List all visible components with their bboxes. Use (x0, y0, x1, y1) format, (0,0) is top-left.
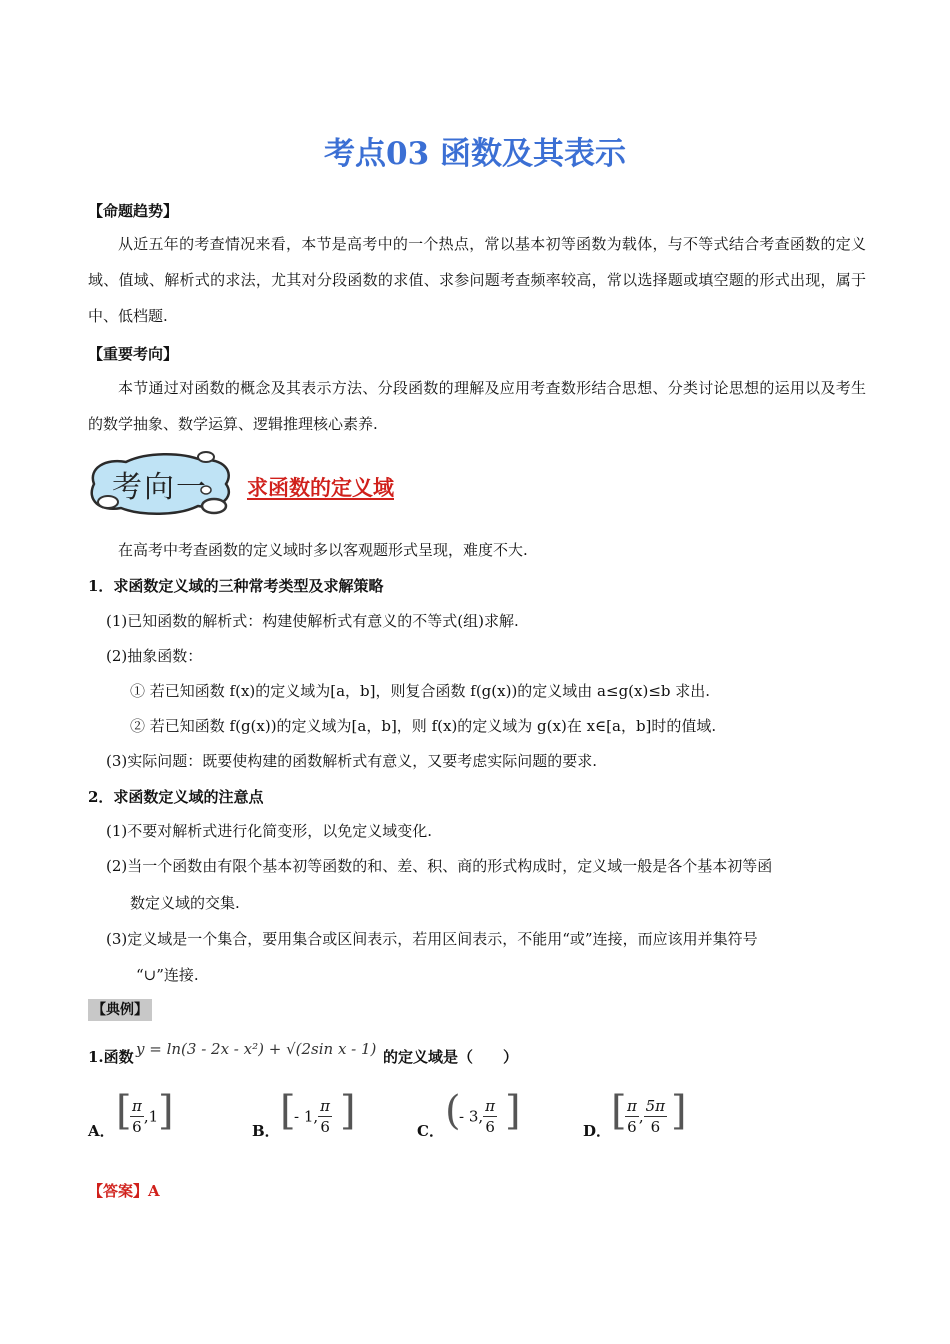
option-a-right-bracket: ] (158, 1088, 174, 1134)
option-d-num: π (627, 1097, 637, 1115)
option-c[interactable] (417, 1088, 567, 1144)
point2-item2b: 数定义域的交集. (130, 894, 240, 912)
point1-item2: (2)抽象函数： (106, 647, 203, 665)
option-b-num: π (320, 1097, 331, 1115)
page-title: 考点03 函数及其表示 (324, 136, 626, 172)
option-a-left-bracket: [ (116, 1088, 132, 1134)
example-tag: 【典例】 (88, 999, 152, 1021)
option-d-num2: 5π (645, 1097, 666, 1115)
option-a-num: π (132, 1097, 142, 1115)
section-heading: 求函数的定义域 (247, 475, 394, 500)
option-b-label: B． (252, 1122, 280, 1140)
badge-text: 考向一 (112, 470, 208, 505)
trend-heading: 【命题趋势】 (88, 202, 179, 220)
option-b-pre: - 1, (294, 1107, 319, 1126)
option-b[interactable] (252, 1088, 402, 1144)
example-formula: y = ln(3 - 2x - x²) + √(2sin x - 1) (136, 1040, 377, 1058)
option-d-right-bracket: ] (671, 1088, 687, 1134)
point1-heading: 1．求函数定义域的三种常考类型及求解策略 (88, 577, 384, 595)
option-a-label: A． (88, 1122, 115, 1140)
option-c-num: π (485, 1097, 496, 1115)
option-d-label: D． (583, 1122, 612, 1140)
option-a-den: 6 (132, 1118, 142, 1136)
option-c-right-bracket: ] (505, 1088, 521, 1134)
section-intro: 在高考中考查函数的定义域时多以客观题形式呈现，难度不大. (118, 541, 528, 559)
point1-item3: (3)实际问题：既要使构建的函数解析式有意义，又要考虑实际问题的要求. (106, 752, 598, 770)
option-c-left-bracket: ( (445, 1088, 461, 1134)
point2-item3a: (3)定义域是一个集合，要用集合或区间表示，若用区间表示，不能用“或”连接，而应该用并集符号 (106, 930, 758, 948)
point1-sub1: ① 若已知函数 f(x)的定义域为[a，b]，则复合函数 f(g(x))的定义域由 a≤g(x)≤b 求出. (130, 682, 711, 700)
option-d[interactable] (583, 1088, 733, 1144)
point2-item1: (1)不要对解析式进行化简变形，以免定义域变化. (106, 822, 433, 840)
point2-item3b: “∪”连接. (136, 966, 199, 984)
badge-dot-top (198, 452, 214, 462)
option-a[interactable] (88, 1088, 238, 1144)
direction-heading: 【重要考向】 (88, 345, 179, 363)
point2-heading: 2．求函数定义域的注意点 (88, 788, 264, 806)
option-c-den: 6 (485, 1118, 495, 1136)
option-a-rest: ,1 (143, 1107, 159, 1126)
trend-paragraph: 从近五年的考查情况来看，本节是高考中的一个热点，常以基本初等函数为载体，与不等式结合考查函数的定义域、值域、解析式的求法，尤其对分段函数的求值、求参问题考查频率较高，常以选择题或填空题的形式出现，属于中、低档题. (88, 235, 866, 325)
option-b-right-bracket: ] (340, 1088, 356, 1134)
point1-sub2: ② 若已知函数 f(g(x))的定义域为[a，b]，则 f(x)的定义域为 g(x)在 x∈[a，b]时的值域. (130, 717, 717, 735)
option-d-den2: 6 (650, 1118, 661, 1136)
option-c-pre: - 3, (459, 1107, 484, 1126)
option-c-label: C． (417, 1122, 444, 1140)
option-d-left-bracket: [ (611, 1088, 627, 1134)
point1-item1: (1)已知函数的解析式：构建使解析式有意义的不等式(组)求解. (106, 612, 519, 630)
option-b-den: 6 (320, 1118, 330, 1136)
answer-line: 【答案】A (88, 1182, 160, 1200)
example-suffix: 的定义域是（ ） (383, 1048, 519, 1066)
direction-paragraph: 本节通过对函数的概念及其表示方法、分段函数的理解及应用考查数形结合思想、分类讨论思想的运用以及考生的数学抽象、数学运算、逻辑推理核心素养. (88, 379, 866, 433)
option-d-mid: , (638, 1107, 644, 1126)
option-d-den: 6 (627, 1118, 637, 1136)
option-b-left-bracket: [ (280, 1088, 296, 1134)
example-prefix: 1.函数 (88, 1048, 134, 1066)
section-badge (86, 450, 236, 518)
point2-item2a: (2)当一个函数由有限个基本初等函数的和、差、积、商的形式构成时，定义域一般是各个基本初等函 (106, 857, 773, 875)
